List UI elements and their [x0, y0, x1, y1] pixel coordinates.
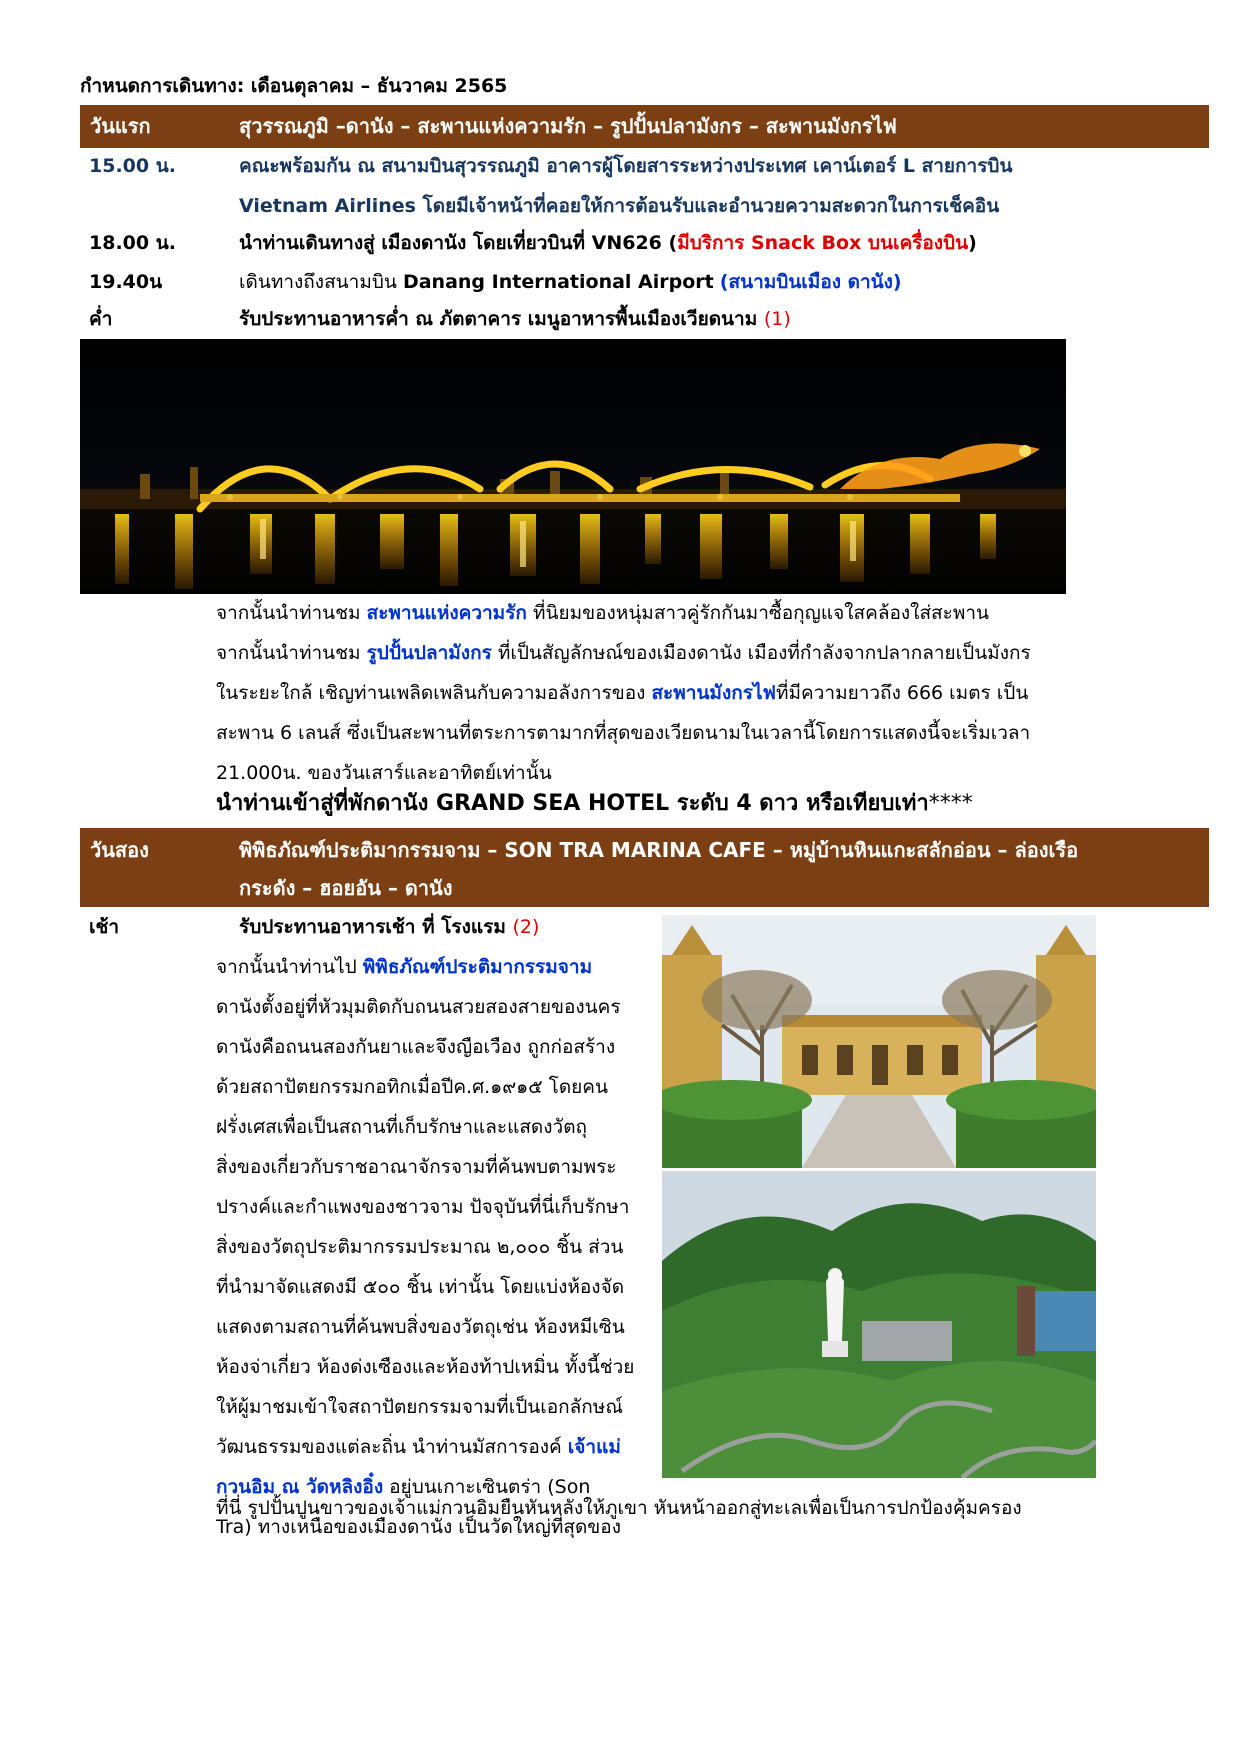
- dinner-text: รับประทานอาหารค่ำ ณ ภัตตาคาร เมนูอาหารพื้นเมืองเวียดนาม: [239, 308, 764, 330]
- love-bridge-highlight: สะพานแห่งความรัก: [366, 602, 527, 624]
- meal-number-1: (1): [763, 308, 791, 330]
- museum-line: ดานังคือถนนสองกันยาและจึงญือเวือง ถูกก่อสร้าง: [216, 1036, 616, 1058]
- day1-label: วันแรก: [90, 114, 151, 138]
- desc-l3c: ที่มีความยาวถึง 666 เมตร เป็น: [775, 682, 1029, 704]
- guanyin-intro: วัฒนธรรมของแต่ละถิ่น นำท่านมัสการองค์: [216, 1436, 568, 1458]
- hotel-text: นำท่านเข้าสู่ที่พักดานัง GRAND SEA HOTEL ระดับ 4 ดาว หรือเทียบเท่า: [216, 791, 929, 816]
- item-1940-text: เดินทางถึงสนามบิน: [239, 271, 403, 293]
- time-morning: เช้า: [89, 916, 120, 938]
- museum-highlight: พิพิธภัณฑ์ประติมากรรมจาม: [362, 956, 593, 978]
- museum-line-intro: [216, 947, 646, 987]
- desc-l2a: จากนั้นนำท่านชม: [216, 642, 367, 664]
- breakfast-text: รับประทานอาหารเช้า ที่ โรงแรม: [239, 916, 513, 938]
- museum-line: ด้วยสถาปัตยกรรมกอทิกเมื่อปีค.ศ.๑๙๑๕ โดยคน: [216, 1076, 608, 1098]
- museum-line: ที่นำมาจัดแสดงมี ๕๐๐ ชิ้น เท่านั้น โดยแบ่งห้องจัด: [216, 1276, 625, 1298]
- museum-last-line: ที่นี่ รูปปั้นปูนขาวของเจ้าแม่กวนอิมยืนหันหลังให้ภูเขา หันหน้าออกสู่ทะเลเพื่อเป็นการปกป้องคุ้มครอง: [216, 1497, 1022, 1519]
- schedule-title: กำหนดการเดินทาง: เดือนตุลาคม – ธันวาคม 2565: [80, 75, 508, 97]
- time-1800: 18.00 น.: [89, 232, 176, 254]
- desc-line-1: [216, 593, 1074, 633]
- time-dinner: ค่ำ: [89, 308, 113, 330]
- day1-description: [216, 593, 1074, 793]
- item-1800: [239, 223, 977, 263]
- airport-thai: (สนามบินเมือง ดานัง): [719, 271, 902, 293]
- guanyin-highlight-b: กวนอิม ณ วัดหลิงอิ๋ง: [216, 1476, 384, 1498]
- lady-buddha-photo: [662, 1171, 1096, 1478]
- item-1800-text: นำท่านเดินทางสู่ เมืองดานัง โดยเที่ยวบินที่ VN626 (: [239, 232, 678, 254]
- dragon-bridge-illustration: [80, 339, 1066, 594]
- meal-number-2: (2): [512, 916, 540, 938]
- desc-line-4: สะพาน 6 เลนส์ ซึ่งเป็นสะพานที่ตระการตามากที่สุดของเวียดนามในเวลานี้โดยการแสดงนี้จะเริ่มเวลา: [216, 722, 1031, 744]
- museum-intro-text: จากนั้นนำท่านไป: [216, 956, 363, 978]
- day2-title-line1: พิพิธภัณฑ์ประติมากรรมจาม – SON TRA MARINA CAFE – หมู่บ้านหินแกะสลักอ่อน – ล่องเรือ: [239, 838, 1079, 862]
- item-1500-line2: Vietnam Airlines โดยมีเจ้าหน้าที่คอยให้การต้อนรับและอำนวยความสะดวกในการเช็คอิน: [239, 195, 1000, 217]
- day1-header: [80, 105, 1209, 148]
- desc-l1a: จากนั้นนำท่านชม: [216, 602, 367, 624]
- day2-title-line2: กระดัง – ฮอยอัน – ดานัง: [239, 876, 453, 900]
- desc-l3a: ในระยะใกล้ เชิญท่านเพลิดเพลินกับความอลังการของ: [216, 682, 652, 704]
- time-1500: 15.00 น.: [89, 155, 176, 177]
- museum-line: ให้ผู้มาชมเข้าใจสถาปัตยกรรมจามที่เป็นเอกลักษณ์: [216, 1396, 623, 1418]
- desc-l2c: ที่เป็นสัญลักษณ์ของเมืองดานัง เมืองที่กำลังจากปลากลายเป็นมังกร: [491, 642, 1031, 664]
- day2-header: [80, 828, 1209, 907]
- cham-museum-photo: [662, 915, 1096, 1168]
- time-1940: 19.40น: [89, 271, 163, 293]
- guanyin-highlight-a: เจ้าแม่: [567, 1436, 621, 1458]
- desc-l1c: ที่นิยมของหนุ่มสาวคู่รักกันมาซื้อกุญแจใสคล้องใส่สะพาน: [526, 602, 990, 624]
- item-dinner: [239, 299, 791, 339]
- museum-paragraph: [216, 947, 646, 1547]
- museum-line: สิ่งของเกี่ยวกับราชอาณาจักรจามที่ค้นพบตามพระ: [216, 1156, 617, 1178]
- item-1800-close: ): [968, 232, 977, 254]
- desc-line-5: 21.000น. ของวันเสาร์และอาทิตย์เท่านั้น: [216, 762, 552, 784]
- snack-box-note: มีบริการ Snack Box บนเครื่องบิน: [677, 232, 969, 254]
- museum-line-guanyin: [216, 1427, 646, 1467]
- museum-line: ฝรั่งเศสเพื่อเป็นสถานที่เก็บรักษาและแสดงวัตถุ: [216, 1116, 588, 1138]
- museum-line: ห้องจ่าเกี่ยว ห้องด่งเซืองและห้องท้าปเหมิ่น ทั้งนี้ช่วย: [216, 1356, 635, 1378]
- hotel-line: [216, 786, 973, 822]
- airport-name: Danang International Airport: [402, 271, 714, 293]
- museum-line: แสดงตามสถานที่ค้นพบสิ่งของวัตถุเช่น ห้องหมีเซิน: [216, 1316, 625, 1338]
- desc-line-2: [216, 633, 1074, 673]
- item-1500-line1: คณะพร้อมกัน ณ สนามบินสุวรรณภูมิ อาคารผู้โดยสารระหว่างประเทศ เคาน์เตอร์ L สายการบิน: [239, 155, 1013, 177]
- item-1940: [239, 262, 902, 302]
- dragon-bridge-photo: [80, 339, 1066, 594]
- lady-buddha-illustration: [662, 1171, 1096, 1478]
- museum-line: สิ่งของวัตถุประติมากรรมประมาณ ๒,๐๐๐ ชิ้น ส่วน: [216, 1236, 624, 1258]
- museum-illustration: [662, 915, 1096, 1168]
- day1-title: สุวรรณภูมิ –ดานัง – สะพานแห่งความรัก – รูปปั้นปลามังกร – สะพานมังกรไฟ: [239, 114, 897, 138]
- carp-dragon-highlight: รูปปั้นปลามังกร: [366, 642, 492, 664]
- museum-line: ปรางค์และกำแพงของชาวจาม ปัจจุบันที่นี่เก็บรักษา: [216, 1196, 630, 1218]
- day2-label: วันสอง: [90, 838, 149, 862]
- hotel-stars: ****: [928, 791, 973, 816]
- desc-line-3: [216, 673, 1074, 713]
- museum-line: Tra) ทางเหนือของเมืองดานัง เป็นวัดใหญ่ที่สุดของ: [216, 1516, 621, 1538]
- breakfast-line: [239, 907, 539, 947]
- museum-line: ดานังตั้งอยู่ที่หัวมุมติดกับถนนสวยสองสายของนคร: [216, 996, 621, 1018]
- pagoda-location: อยู่บนเกาะเซินตร่า (Son: [383, 1476, 591, 1498]
- dragon-bridge-highlight: สะพานมังกรไฟ: [651, 682, 776, 704]
